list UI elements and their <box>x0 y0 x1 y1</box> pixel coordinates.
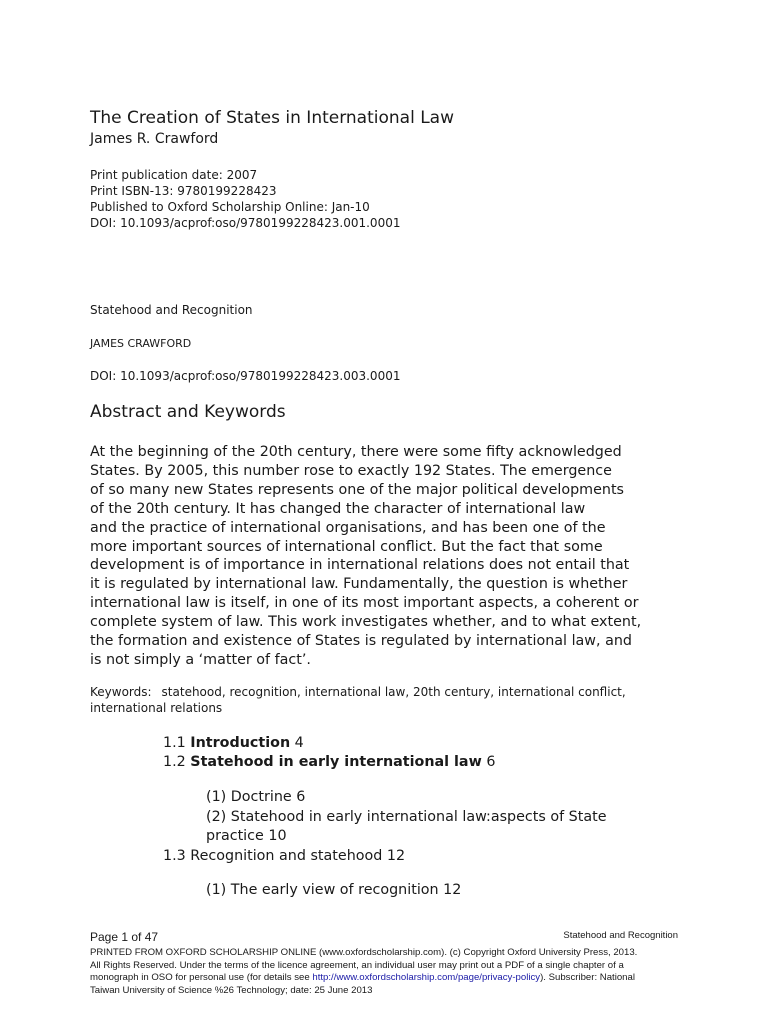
abstract-line: development is of importance in international relations does not entail that <box>90 557 630 574</box>
toc-number: 1.2 <box>163 754 186 770</box>
toc-title: Recognition and statehood <box>190 848 383 864</box>
toc-number: 1.3 <box>163 848 186 864</box>
toc-item-continued[interactable] <box>206 828 287 844</box>
copyright-text: monograph in OSO for personal use (for details see <box>90 972 313 983</box>
copyright-line: All Rights Reserved. Under the terms of the licence agreement, an individual user may print out a PDF of a single chapter of a <box>90 959 624 971</box>
book-author: James R. Crawford <box>90 131 219 147</box>
abstract-line: and the practice of international organisations, and has been one of the <box>90 519 606 536</box>
toc-title: practice <box>206 828 264 844</box>
abstract-line: international law is itself, in one of its most important aspects, a coherent or <box>90 595 639 612</box>
copyright-line: PRINTED FROM OXFORD SCHOLARSHIP ONLINE (www.oxfordscholarship.com). (c) Copyright Oxford University Press, 2013. <box>90 947 638 958</box>
toc-title: (1) The early view of recognition <box>206 882 439 898</box>
toc-item[interactable] <box>163 848 405 864</box>
copyright-line <box>90 972 680 985</box>
toc-item[interactable] <box>206 809 607 825</box>
toc-title: Statehood in early international law <box>190 754 482 770</box>
toc-title: (1) Doctrine <box>206 789 292 805</box>
toc-item[interactable] <box>206 789 305 805</box>
toc-item[interactable] <box>163 754 495 770</box>
toc-page: 6 <box>486 754 496 770</box>
keywords-label: Keywords: <box>90 685 152 699</box>
toc-title: Introduction <box>190 735 291 751</box>
abstract-heading: Abstract and Keywords <box>90 402 286 422</box>
copyright-text: ). Subscriber: National <box>540 972 635 983</box>
chapter-doi: DOI: 10.1093/acprof:oso/9780199228423.003.0001 <box>90 369 401 383</box>
abstract-line: it is regulated by international law. Fundamentally, the question is whether <box>90 576 628 593</box>
abstract-line: of so many new States represents one of the major political developments <box>90 481 625 498</box>
toc-item[interactable] <box>206 882 461 898</box>
online-publication: Published to Oxford Scholarship Online: Jan-10 <box>90 200 370 214</box>
abstract-line: At the beginning of the 20th century, there were some fifty acknowledged <box>90 444 622 460</box>
keywords-list: statehood, recognition, international law, 20th century, international conflict, international relations <box>90 685 626 715</box>
toc-page: 6 <box>296 789 306 805</box>
abstract-line: complete system of law. This work investigates whether, and to what extent, <box>90 614 642 631</box>
abstract-line: the formation and existence of States is regulated by international law, and <box>90 633 632 650</box>
toc-page: 4 <box>294 735 304 751</box>
copyright-line: Taiwan University of Science %26 Technology; date: 25 June 2013 <box>90 984 373 996</box>
print-publication-date: Print publication date: 2007 <box>90 168 258 182</box>
chapter-author: JAMES CRAWFORD <box>90 337 192 350</box>
privacy-policy-link[interactable]: http://www.oxfordscholarship.com/page/privacy-policy <box>312 972 541 983</box>
abstract-line: more important sources of international conflict. But the fact that some <box>90 538 603 555</box>
toc-item[interactable] <box>163 735 304 751</box>
chapter-title: Statehood and Recognition <box>90 303 253 317</box>
toc-title: (2) Statehood in early international law:aspects of State <box>206 809 607 825</box>
book-title: The Creation of States in International Law <box>90 108 454 128</box>
abstract-line: of the 20th century. It has changed the character of international law <box>90 500 586 517</box>
toc-number: 1.1 <box>163 735 186 751</box>
book-metadata <box>90 167 400 231</box>
toc-page: 12 <box>443 882 462 898</box>
running-title: Statehood and Recognition <box>563 930 678 941</box>
book-doi: DOI: 10.1093/acprof:oso/9780199228423.001.0001 <box>90 216 401 230</box>
keywords <box>90 684 670 716</box>
print-isbn: Print ISBN-13: 9780199228423 <box>90 184 277 198</box>
abstract-text <box>90 443 682 670</box>
abstract-line: States. By 2005, this number rose to exactly 192 States. The emergence <box>90 462 612 479</box>
toc-page: 12 <box>386 848 406 864</box>
page-number: Page 1 of 47 <box>90 930 159 944</box>
abstract-line: is not simply a ‘matter of fact’. <box>90 651 311 668</box>
copyright-notice <box>90 947 680 997</box>
toc-page: 10 <box>268 828 287 844</box>
